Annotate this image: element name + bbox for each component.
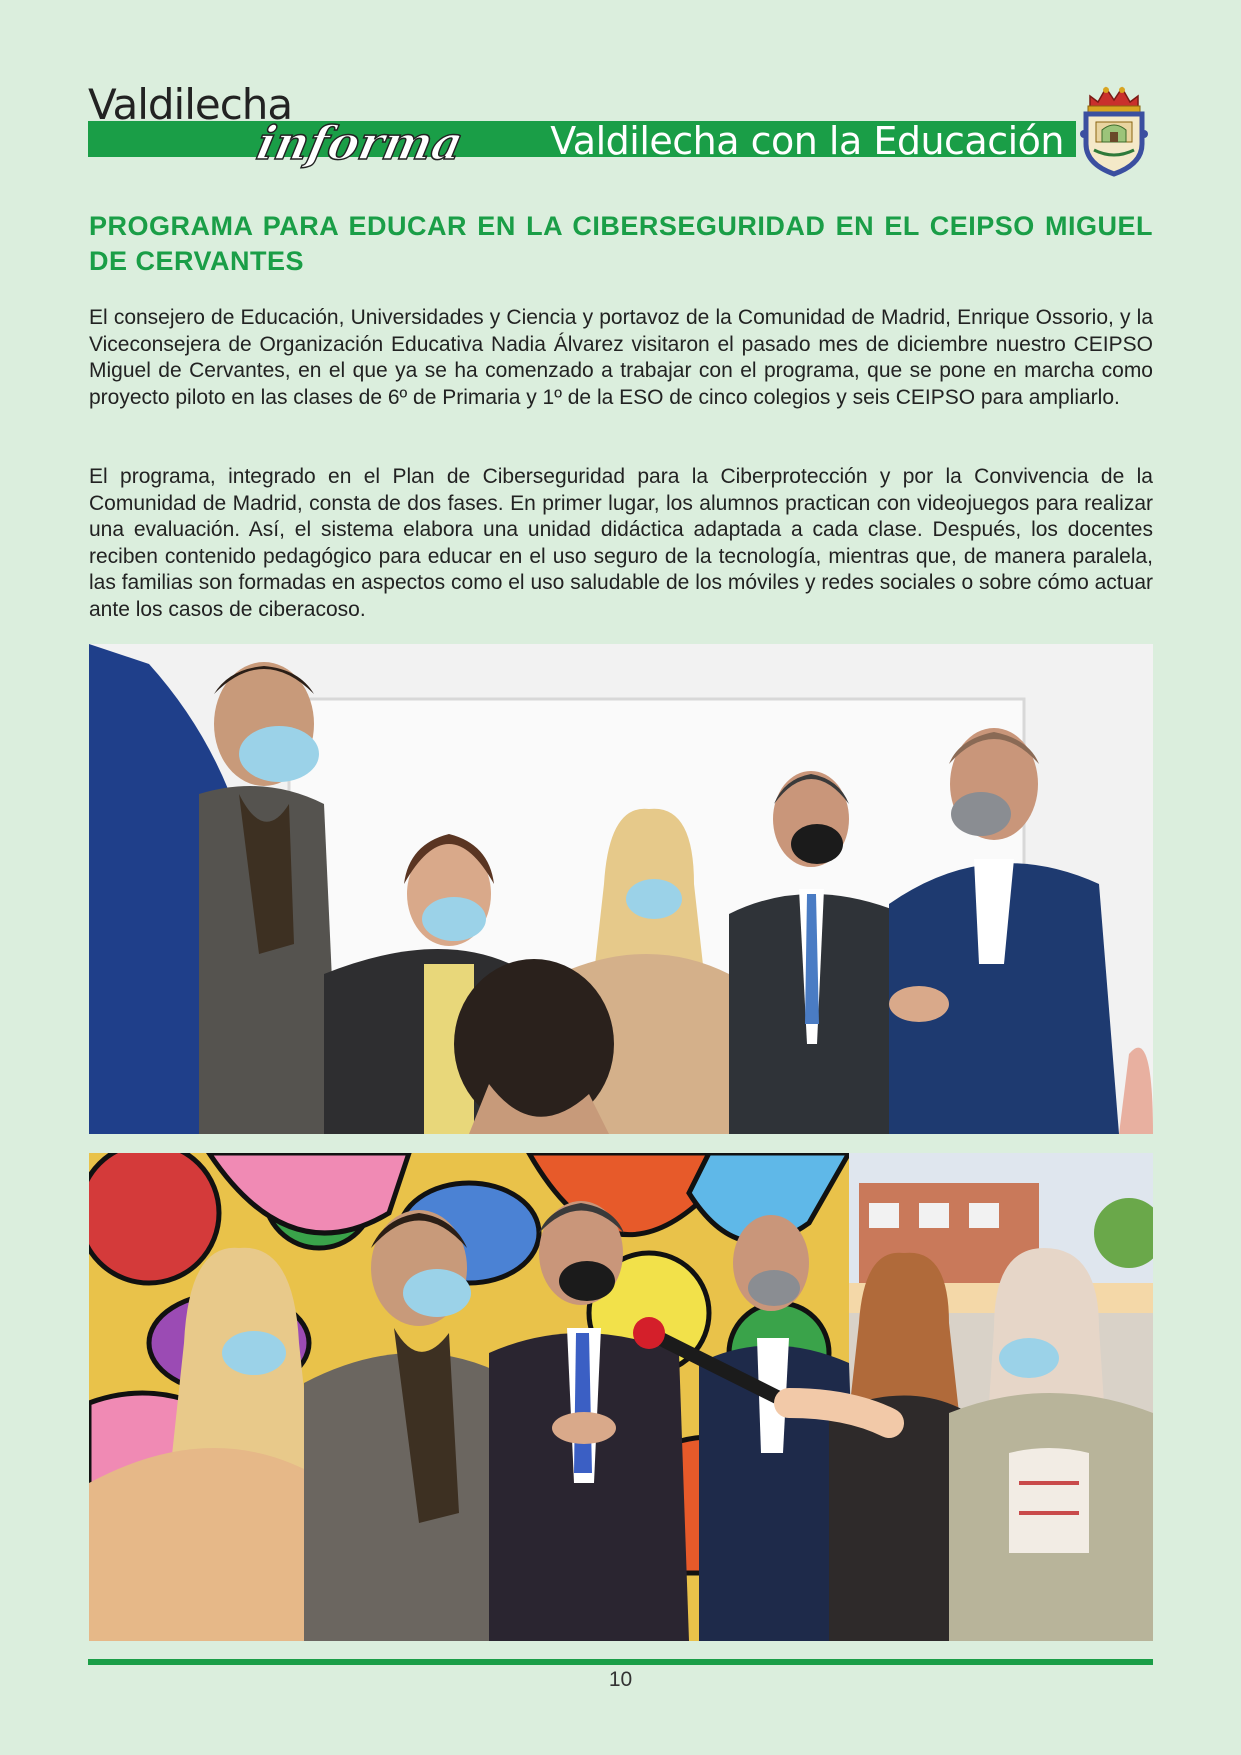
municipal-coat-of-arms-icon	[1076, 78, 1152, 178]
section-title: Valdilecha con la Educación	[550, 119, 1064, 163]
masthead-title: Valdilecha	[88, 80, 293, 129]
masthead-script-logo: informa	[252, 116, 468, 170]
footer-rule	[88, 1659, 1153, 1665]
masthead	[88, 76, 1152, 176]
photo-mural-interview	[89, 1153, 1153, 1641]
article-paragraph-1: El consejero de Educación, Universidades y Ciencia y portavoz de la Comunidad de Madrid, Enrique Ossorio, y la Viceconsejera de Organización Educativa Nadia Álvarez visitaron el pasado mes de diciembre nuestro CEIPSO Miguel de Cervantes, en el que ya se ha comenzado a trabajar con el programa, que se pone en marcha como proyecto piloto en las clases de 6º de Primaria y 1º de la ESO de cinco colegios y seis CEIPSO para ampliarlo.	[89, 306, 1153, 409]
photo-classroom-visit	[89, 644, 1153, 1134]
article-headline: PROGRAMA PARA EDUCAR EN LA CIBERSEGURIDAD EN EL CEIPSO MIGUEL DE CERVANTES	[89, 211, 1153, 276]
page-number: 10	[608, 1668, 633, 1691]
article-paragraph-2: El programa, integrado en el Plan de Ciberseguridad para la Ciberprotección y por la Convivencia de la Comunidad de Madrid, consta de dos fases. En primer lugar, los alumnos practican con videojuegos para realizar una evaluación. Así, el sistema elabora una unidad didáctica adaptada a cada clase. Después, los docentes reciben contenido pedagógico para educar en el uso seguro de la tecnología, mientras que, de manera paralela, las familias son formadas en aspectos como el uso saludable de los móviles y redes sociales o sobre cómo actuar ante los casos de ciberacoso.	[89, 465, 1153, 621]
